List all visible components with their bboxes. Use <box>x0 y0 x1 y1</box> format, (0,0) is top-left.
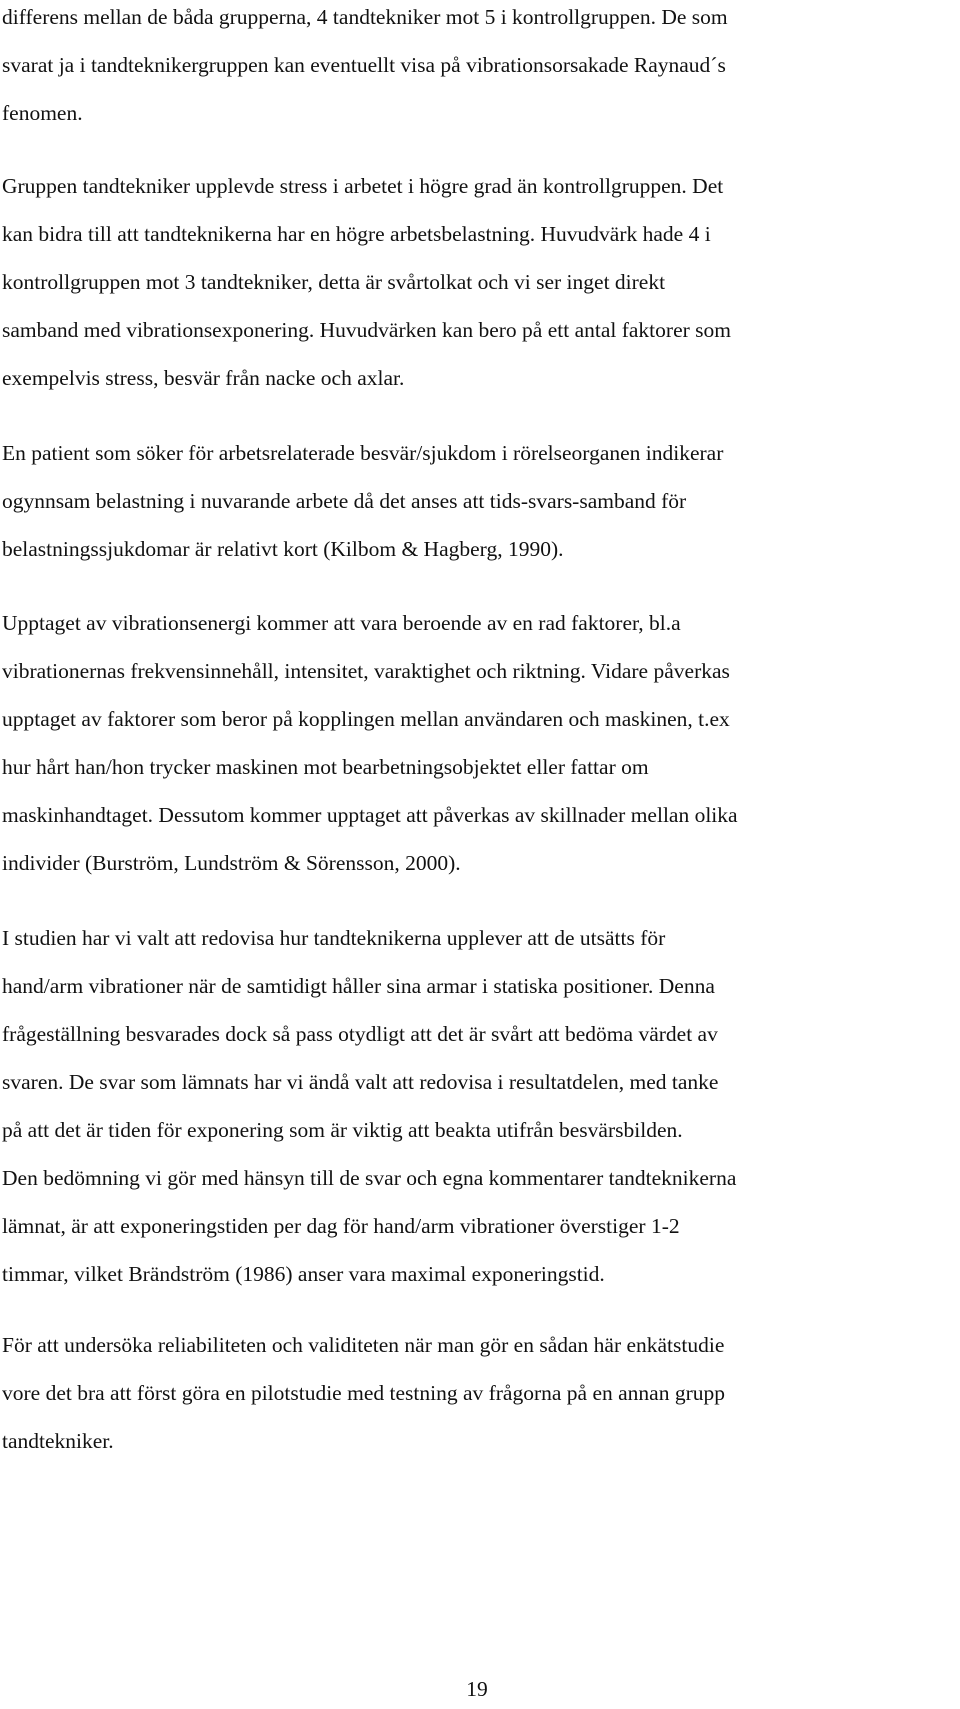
text-line: differens mellan de båda grupperna, 4 tandtekniker mot 5 i kontrollgruppen. De som <box>2 5 728 29</box>
text-line: individer (Burström, Lundström & Sörensson, 2000). <box>2 851 461 875</box>
text-line: lämnat, är att exponeringstiden per dag för hand/arm vibrationer överstiger 1-2 <box>2 1214 680 1238</box>
text-line: vore det bra att först göra en pilotstudie med testning av frågorna på en annan grupp <box>2 1381 726 1405</box>
text-line: För att undersöka reliabiliteten och validiteten när man gör en sådan här enkätstudie <box>2 1333 725 1357</box>
paragraph-1 <box>2 0 952 137</box>
paragraph-4 <box>2 599 952 887</box>
text-line: hur hårt han/hon trycker maskinen mot bearbetningsobjektet eller fattar om <box>2 755 649 779</box>
text-line: på att det är tiden för exponering som är viktig att beakta utifrån besvärsbilden. <box>2 1118 683 1142</box>
text-line: kontrollgruppen mot 3 tandtekniker, detta är svårtolkat och vi ser inget direkt <box>2 270 666 294</box>
text-line: exempelvis stress, besvär från nacke och axlar. <box>2 366 405 390</box>
text-line: samband med vibrationsexponering. Huvudvärken kan bero på ett antal faktorer som <box>2 318 731 342</box>
text-line: Upptaget av vibrationsenergi kommer att vara beroende av en rad faktorer, bl.a <box>2 611 681 635</box>
text-line: fenomen. <box>2 101 83 125</box>
document-page <box>2 0 958 1709</box>
paragraph-3 <box>2 429 952 573</box>
text-line: tandtekniker. <box>2 1429 114 1453</box>
paragraph-5 <box>2 914 952 1298</box>
text-line: vibrationernas frekvensinnehåll, intensitet, varaktighet och riktning. Vidare påverkas <box>2 659 730 683</box>
page-number: 19 <box>466 1677 488 1701</box>
text-line: frågeställning besvarades dock så pass otydligt att det är svårt att bedöma värdet av <box>2 1022 718 1046</box>
text-line: kan bidra till att tandteknikerna har en högre arbetsbelastning. Huvudvärk hade 4 i <box>2 222 711 246</box>
text-line: ogynnsam belastning i nuvarande arbete då det anses att tids-svars-samband för <box>2 489 687 513</box>
text-line: Den bedömning vi gör med hänsyn till de svar och egna kommentarer tandteknikerna <box>2 1166 737 1190</box>
text-line: svarat ja i tandteknikergruppen kan eventuellt visa på vibrationsorsakade Raynaud´s <box>2 53 726 77</box>
text-line: En patient som söker för arbetsrelaterade besvär/sjukdom i rörelseorganen indikerar <box>2 441 724 465</box>
text-line: upptaget av faktorer som beror på kopplingen mellan användaren och maskinen, t.ex <box>2 707 730 731</box>
paragraph-2 <box>2 162 952 402</box>
text-line: svaren. De svar som lämnats har vi ändå valt att redovisa i resultatdelen, med tanke <box>2 1070 719 1094</box>
text-line: I studien har vi valt att redovisa hur tandteknikerna upplever att de utsätts för <box>2 926 666 950</box>
text-line: hand/arm vibrationer när de samtidigt håller sina armar i statiska positioner. Denna <box>2 974 715 998</box>
text-line: timmar, vilket Brändström (1986) anser vara maximal exponeringstid. <box>2 1262 605 1286</box>
text-line: belastningssjukdomar är relativt kort (Kilbom & Hagberg, 1990). <box>2 537 564 561</box>
text-line: Gruppen tandtekniker upplevde stress i arbetet i högre grad än kontrollgruppen. Det <box>2 174 724 198</box>
text-line: maskinhandtaget. Dessutom kommer upptaget att påverkas av skillnader mellan olika <box>2 803 738 827</box>
paragraph-6 <box>2 1321 952 1465</box>
